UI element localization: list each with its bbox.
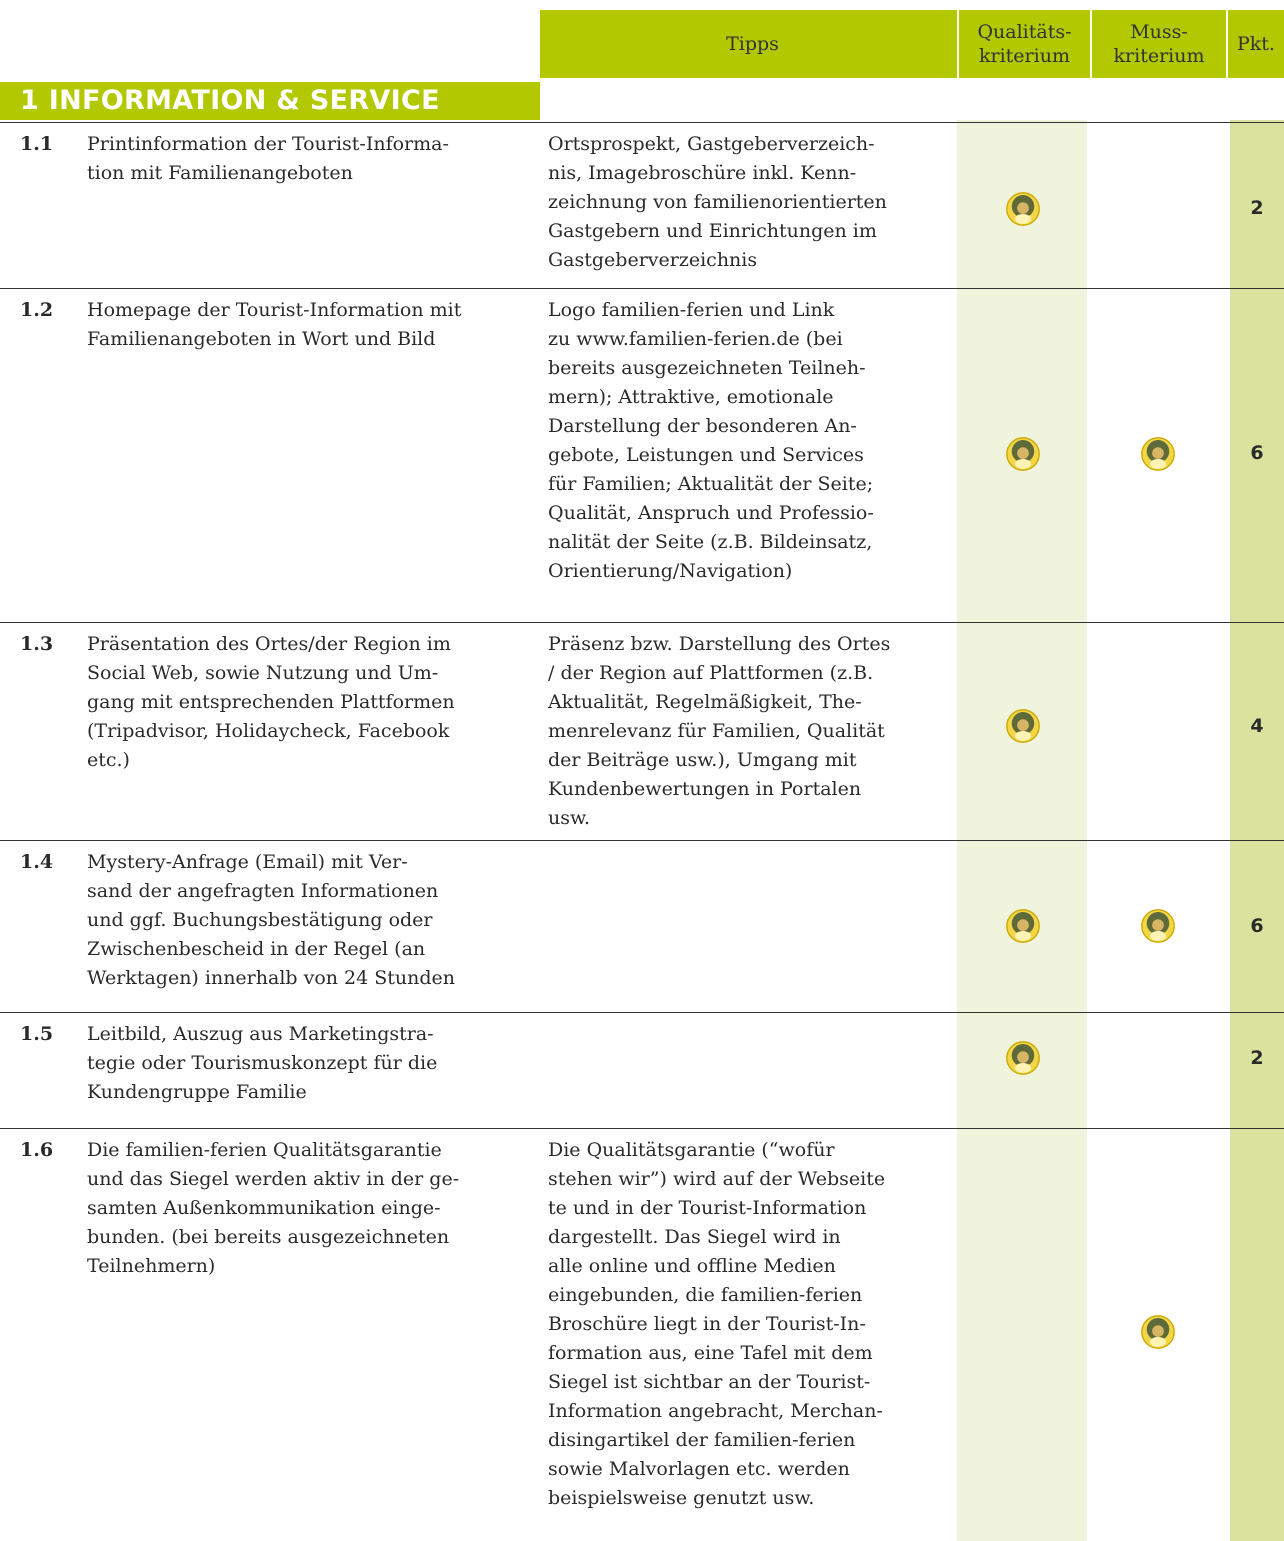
row-divider <box>0 288 1284 289</box>
row-tip: Ortsprospekt, Gastgeberverzeich- nis, Imagebroschüre inkl. Kenn- zeichnung von familienorientierten Gastgebern und Einrichtungen im Gastgeberverzeichnis <box>548 133 887 271</box>
row-description: Mystery-Anfrage (Email) mit Ver- sand der angefragten Informationen und ggf. Buchungsbestätigung oder Zwischenbescheid in der Regel (an Werktagen) innerhalb von 24 Stunden <box>87 851 456 989</box>
row-number: 1.5 <box>20 1023 54 1045</box>
table-row <box>0 288 1284 622</box>
row-description: Leitbild, Auszug aus Marketingstra- tegie oder Tourismuskonzept für die Kundengruppe Familie <box>87 1023 438 1103</box>
lion-seal-icon <box>1140 436 1176 472</box>
lion-seal-icon <box>1140 1314 1176 1350</box>
row-points: 6 <box>1250 915 1264 937</box>
lion-seal-icon <box>1005 436 1041 472</box>
row-points: 4 <box>1250 715 1264 737</box>
table-row <box>0 840 1284 1012</box>
row-description: Präsentation des Ortes/der Region im Social Web, sowie Nutzung und Um- gang mit entsprechenden Plattformen (Tripadvisor, Holidaycheck, Facebook etc.) <box>87 633 455 771</box>
header-quality: Qualitäts- kriterium <box>977 21 1072 67</box>
row-number: 1.6 <box>20 1139 54 1161</box>
row-points: 2 <box>1250 1047 1264 1069</box>
row-tip: Logo familien-ferien und Link zu www.familien-ferien.de (bei bereits ausgezeichneten Teilneh- mern); Attraktive, emotionale Darstellung der besonderen An- gebote, Leistungen und Services für Familien; Aktualität der Seite; Qualität, Anspruch und Professio- nalität der Seite (z.B. Bildeinsatz, Orientierung/Navigation) <box>548 299 874 582</box>
row-number: 1.4 <box>20 851 54 873</box>
row-divider <box>0 1128 1284 1129</box>
row-number: 1.3 <box>20 633 54 655</box>
row-description: Printinformation der Tourist-Informa- tion mit Familienangeboten <box>87 133 449 184</box>
table-row <box>0 622 1284 840</box>
lion-seal-icon <box>1005 708 1041 744</box>
lion-seal-icon <box>1005 1040 1041 1076</box>
header-muss: Muss- kriterium <box>1113 21 1205 67</box>
row-number: 1.1 <box>20 133 54 155</box>
header-points: Pkt. <box>1237 33 1275 55</box>
lion-seal-icon <box>1005 191 1041 227</box>
table-row <box>0 1128 1284 1541</box>
row-divider <box>0 840 1284 841</box>
lion-seal-icon <box>1005 908 1041 944</box>
row-points: 2 <box>1250 197 1264 219</box>
row-divider <box>0 1012 1284 1013</box>
row-description: Homepage der Tourist-Information mit Familienangeboten in Wort und Bild <box>87 299 462 350</box>
lion-seal-icon <box>1140 908 1176 944</box>
section-title: 1 INFORMATION & SERVICE <box>0 82 540 120</box>
row-number: 1.2 <box>20 299 54 321</box>
row-tip: Präsenz bzw. Darstellung des Ortes / der Region auf Plattformen (z.B. Aktualität, Regelmäßigkeit, The- menrelevanz für Familien, Qualität der Beiträge usw.), Umgang mit Kundenbewertungen in Portalen usw. <box>548 633 891 829</box>
row-points: 6 <box>1250 442 1264 464</box>
row-divider <box>0 622 1284 623</box>
row-description: Die familien-ferien Qualitätsgarantie und das Siegel werden aktiv in der ge- samten Außenkommunikation einge- bunden. (bei bereits ausgezeichneten Teilnehmern) <box>87 1139 460 1277</box>
table-row <box>0 1012 1284 1128</box>
header-tipps: Tipps <box>726 33 779 55</box>
row-tip: Die Qualitätsgarantie (“wofür stehen wir”) wird auf der Webseite te und in der Tourist-Information dargestellt. Das Siegel wird in alle online und offline Medien eingebunden, die familien-ferien Broschüre liegt in der Tourist-In- formation aus, eine Tafel mit dem Siegel ist sichtbar an der Tourist- Information angebracht, Merchan- disingartikel der familien-ferien sowie Malvorlagen etc. werden beispielsweise genutzt usw. <box>548 1139 886 1509</box>
row-divider <box>0 122 1284 123</box>
table-row <box>0 122 1284 288</box>
